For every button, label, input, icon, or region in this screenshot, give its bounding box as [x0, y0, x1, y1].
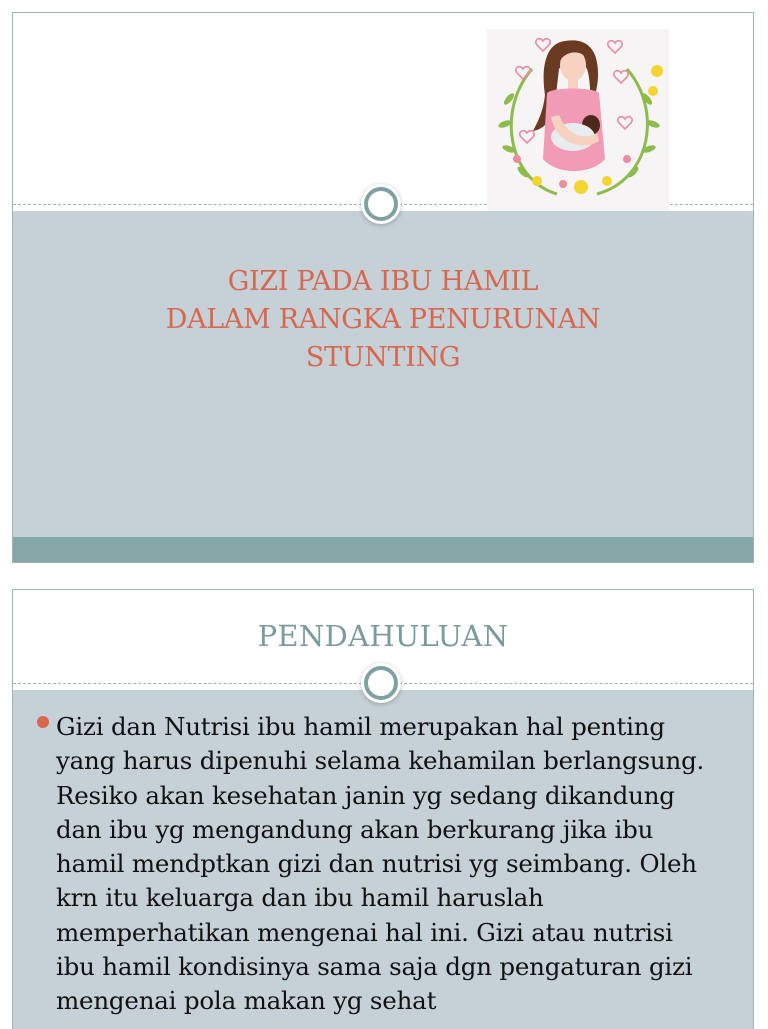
slide-title [13, 263, 753, 377]
ring-ornament-icon [364, 666, 398, 700]
slide-heading: PENDAHULUAN [257, 619, 509, 653]
slide-title-line: GIZI PADA IBU HAMIL [227, 266, 539, 297]
paragraph-line: ibu hamil kondisinya sama saja dgn pengaturan gizi [56, 952, 693, 982]
paragraph-line: krn itu keluarga dan ibu hamil haruslah [56, 883, 544, 913]
mother-breastfeeding-wreath-icon [487, 29, 669, 211]
paragraph-line: mengenai pola makan yg sehat [56, 986, 437, 1016]
content-slide [12, 589, 754, 1029]
bullet-icon [37, 716, 49, 728]
paragraph-line: Resiko akan kesehatan janin yg sedang dikandung [56, 780, 675, 810]
paragraph-line: hamil mendptkan gizi dan nutrisi yg seimbang. Oleh [56, 849, 697, 879]
ring-ornament-icon [364, 187, 398, 221]
title-slide [12, 12, 754, 563]
paragraph-line: memperhatikan mengenai hal ini. Gizi atau nutrisi [56, 917, 673, 947]
slide-title-line: DALAM RANGKA PENURUNAN [165, 304, 601, 335]
paragraph-line: Gizi dan Nutrisi ibu hamil merupakan hal penting [56, 712, 665, 741]
bullet-paragraph [56, 710, 746, 1019]
footer-band [13, 537, 753, 562]
slide-title-line: STUNTING [305, 342, 461, 373]
paragraph-line: dan ibu yg mengandung akan berkurang jika ibu [56, 814, 654, 844]
paragraph-line: yang harus dipenuhi selama kehamilan berlangsung. [56, 746, 705, 776]
